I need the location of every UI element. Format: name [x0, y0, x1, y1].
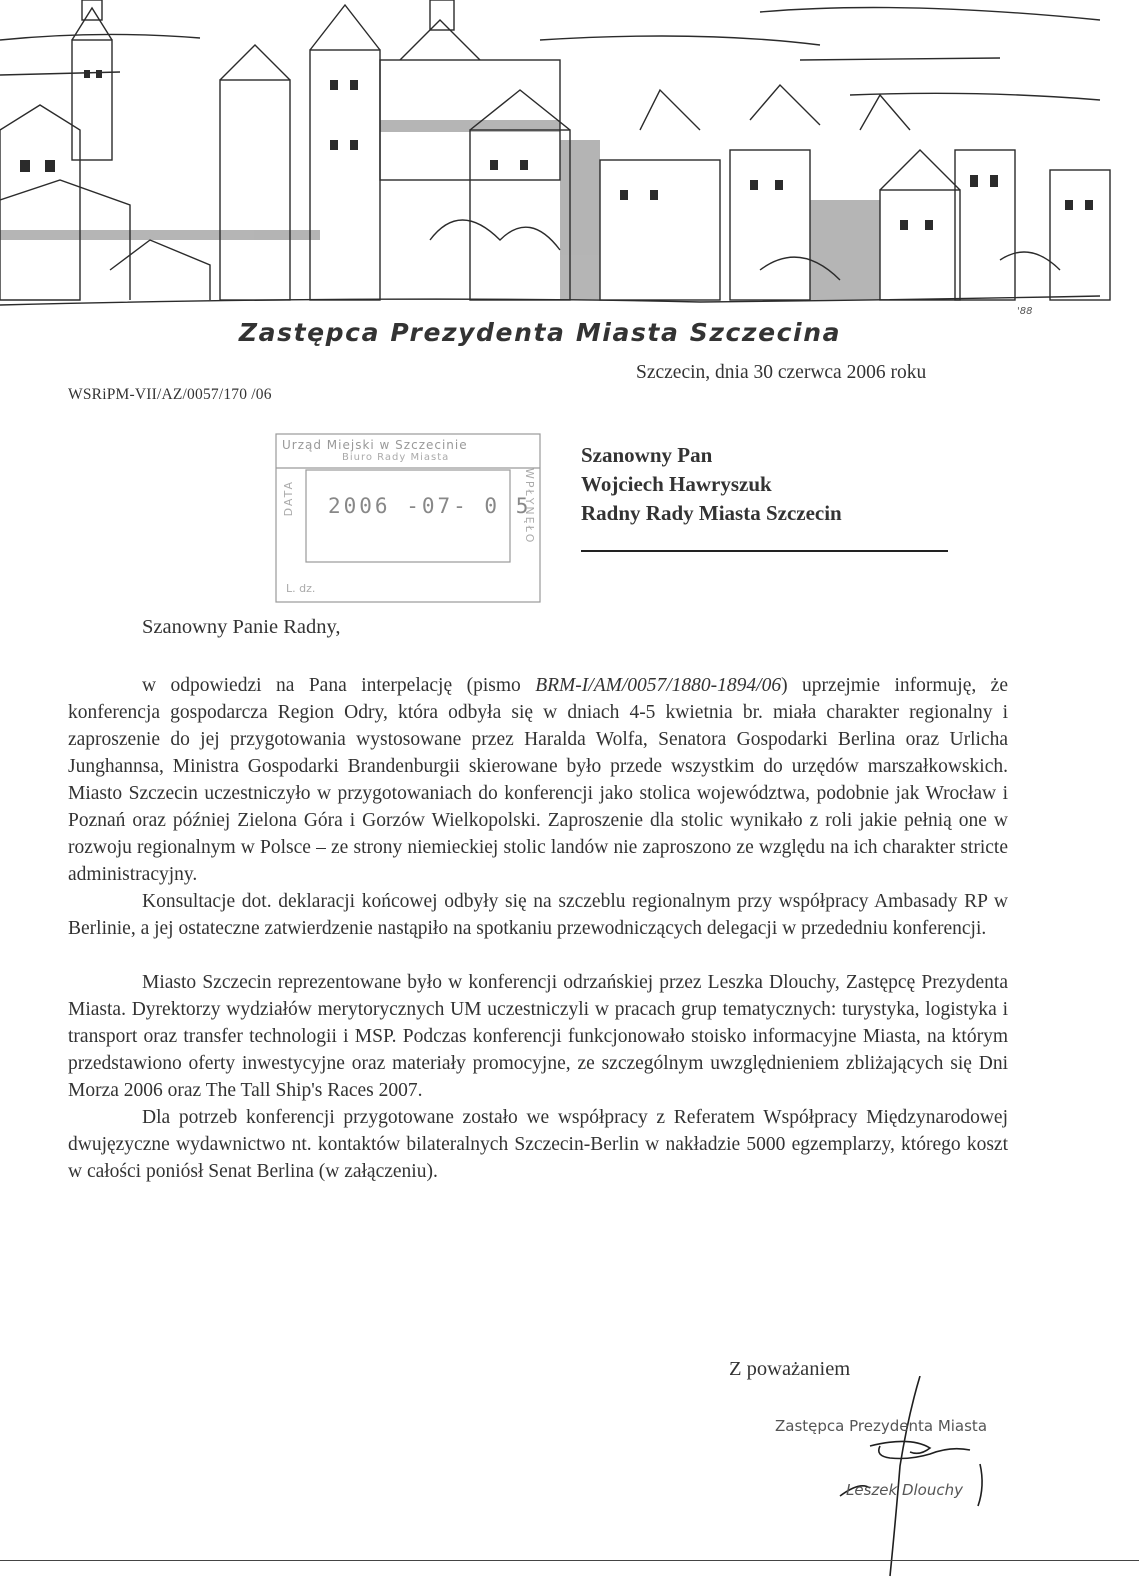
reference-number: WSRiPM-VII/AZ/0057/170 /06	[68, 386, 272, 403]
stamp-office-text: Urząd Miejski w Szczecinie	[282, 438, 468, 452]
letterhead-title: Zastępca Prezydenta Miasta Szczecina	[238, 318, 842, 347]
date-line: Szczecin, dnia 30 czerwca 2006 roku	[636, 362, 927, 383]
received-stamp	[272, 430, 542, 606]
artist-mark: '88	[1017, 306, 1033, 317]
closing: Z poważaniem	[729, 1358, 851, 1380]
recipient-line-3: Radny Rady Miasta Szczecin	[581, 501, 842, 525]
recipient-underline	[581, 550, 948, 552]
stamp-ldz-label: L. dz.	[286, 582, 316, 595]
signatory-title: Zastępca Prezydenta Miasta	[775, 1417, 988, 1435]
body-paragraph-2: Konsultacje dot. deklaracji końcowej odbyły się na szczeblu regionalnym przy współpracy Ambasady RP w Berlinie, a jej ostateczne zatwierdzenie nastąpiło na spotkaniu przewodniczących delegacji w przededniu konferencji.	[68, 891, 1008, 939]
letter-body	[68, 672, 1008, 1185]
recipient-line-1: Szanowny Pan	[581, 443, 713, 467]
body-paragraph-1-rest: ) uprzejmie informuję, że konferencja gospodarcza Region Odry, która odbyła się w dniach 4-5 kwietnia br. miała charakter regionalny i zaproszenie do jej przygotowania wystosowane przez Haralda Wolfa, Senatora Gospodarki Berlina oraz Urlicha Junghannsa, Ministra Gospodarki Brandenburgii skierowane było przede wszystkim do urzędów marszałkowskich. Miasto Szczecin uczestniczyło w przygotowaniach do konferencji jako stolica województwa, podobnie jak Wrocław i Poznań oraz później Zielona Góra i Gorzów Wielkopolski. Zaproszenie dla stolic wynikało z roli jakie pełnią one w rozwoju regionalnym w Polsce – ze strony niemieckiej stolic landów nie zaproszono ze względu na ich charakter stricte administracyjny.	[68, 675, 1008, 885]
signatory-name: Leszek Dlouchy	[846, 1481, 963, 1499]
handwritten-signature	[800, 1376, 1060, 1578]
body-paragraph-1-start: w odpowiedzi na Pana interpelację (pismo	[142, 675, 536, 696]
body-paragraph-4: Dla potrzeb konferencji przygotowane zostało we współpracy z Referatem Współpracy Międzynarodowej dwujęzyczne wydawnictwo nt. kontaktów bilateralnych Szczecin-Berlin w nakładzie 5000 egzemplarzy, którego koszt w całości poniósł Senat Berlina (w załączeniu).	[68, 1107, 1008, 1182]
body-paragraph-3: Miasto Szczecin reprezentowane było w konferencji odrzańskiej przez Leszka Dlouchy, Zastępcę Prezydenta Miasta. Dyrektorzy wydziałów merytorycznych UM uczestniczyli w pracach grup tematycznych: turystyka, logistyka i transport oraz transfer technologii i MSP. Podczas konferencji funkcjonowało stoisko informacyjne Miasta, na którym przedstawiono oferty inwestycyjne oraz materiały promocyjne, ze szczególnym uwzględnieniem zbliżających się Dni Morza 2006 oraz The Tall Ship's Races 2007.	[68, 972, 1008, 1101]
salutation: Szanowny Panie Radny,	[142, 616, 341, 638]
footer-rule	[0, 1560, 1139, 1561]
recipient-block	[581, 441, 842, 528]
stamp-date: 2006 -07- 0 5	[328, 494, 532, 518]
recipient-line-2: Wojciech Hawryszuk	[581, 472, 772, 496]
stamp-data-label: DATA	[282, 480, 295, 517]
letterhead-city-illustration	[0, 0, 1139, 312]
interpellation-reference: BRM-I/AM/0057/1880-1894/06	[535, 675, 782, 696]
stamp-department-text: Biuro Rady Miasta	[342, 452, 450, 463]
body-paragraph-1	[68, 672, 1008, 888]
stamp-received-label: WPŁYNĘŁO	[523, 468, 536, 545]
